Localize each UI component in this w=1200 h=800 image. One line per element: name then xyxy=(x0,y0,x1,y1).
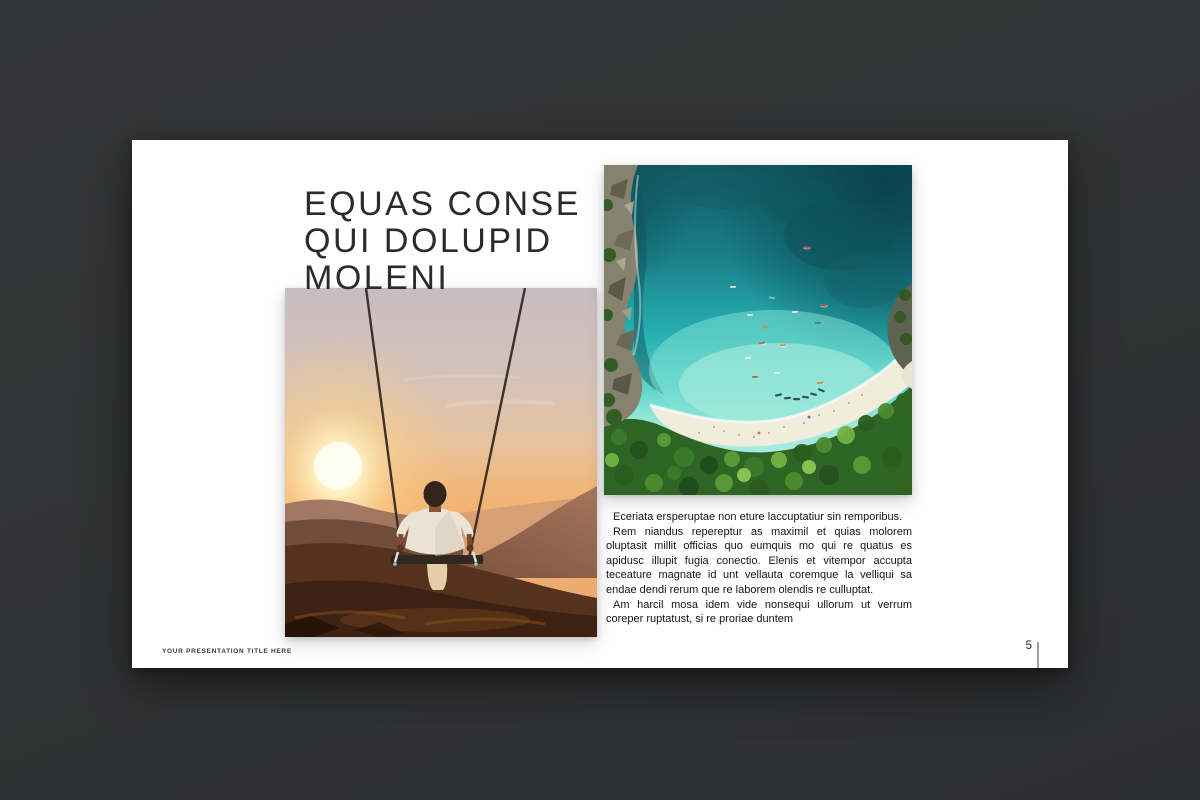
slide-title xyxy=(304,186,581,297)
aerial-beach-illustration xyxy=(604,165,912,495)
title-line-1: EQUAS CONSE xyxy=(304,185,581,223)
page-number-divider xyxy=(1037,642,1039,668)
swing-sunset-illustration xyxy=(285,288,597,637)
title-line-3: MOLENI xyxy=(304,259,450,297)
body-paragraph-1: Eceriata ersperuptae non eture laccuptatiur sin remporibus. xyxy=(613,511,903,523)
title-line-2: QUI DOLUPID xyxy=(304,222,553,260)
aerial-beach-photo xyxy=(604,165,912,495)
footer-presentation-title: YOUR PRESENTATION TITLE HERE xyxy=(162,648,292,655)
presentation-slide xyxy=(132,140,1068,668)
body-text xyxy=(606,510,912,627)
swing-sunset-photo xyxy=(285,288,597,637)
page-number: 5 xyxy=(1025,640,1032,652)
body-paragraph-2: Rem niandus repereptur as maximil et quias molorem oluptasit millit officias quo eumquis mo qui re quatus es apidusc illupit fugia conectio. Elenis et vitempor accupta teceature magnate id unt vellauta coremque la velliqui sa endae dendi rerum que re laborem olendis re culluptat. xyxy=(606,525,912,596)
body-paragraph-3: Am harcil mosa idem vide nonsequi ullorum ut verrum coreper ruptatust, si re proriae duntem xyxy=(606,598,912,626)
